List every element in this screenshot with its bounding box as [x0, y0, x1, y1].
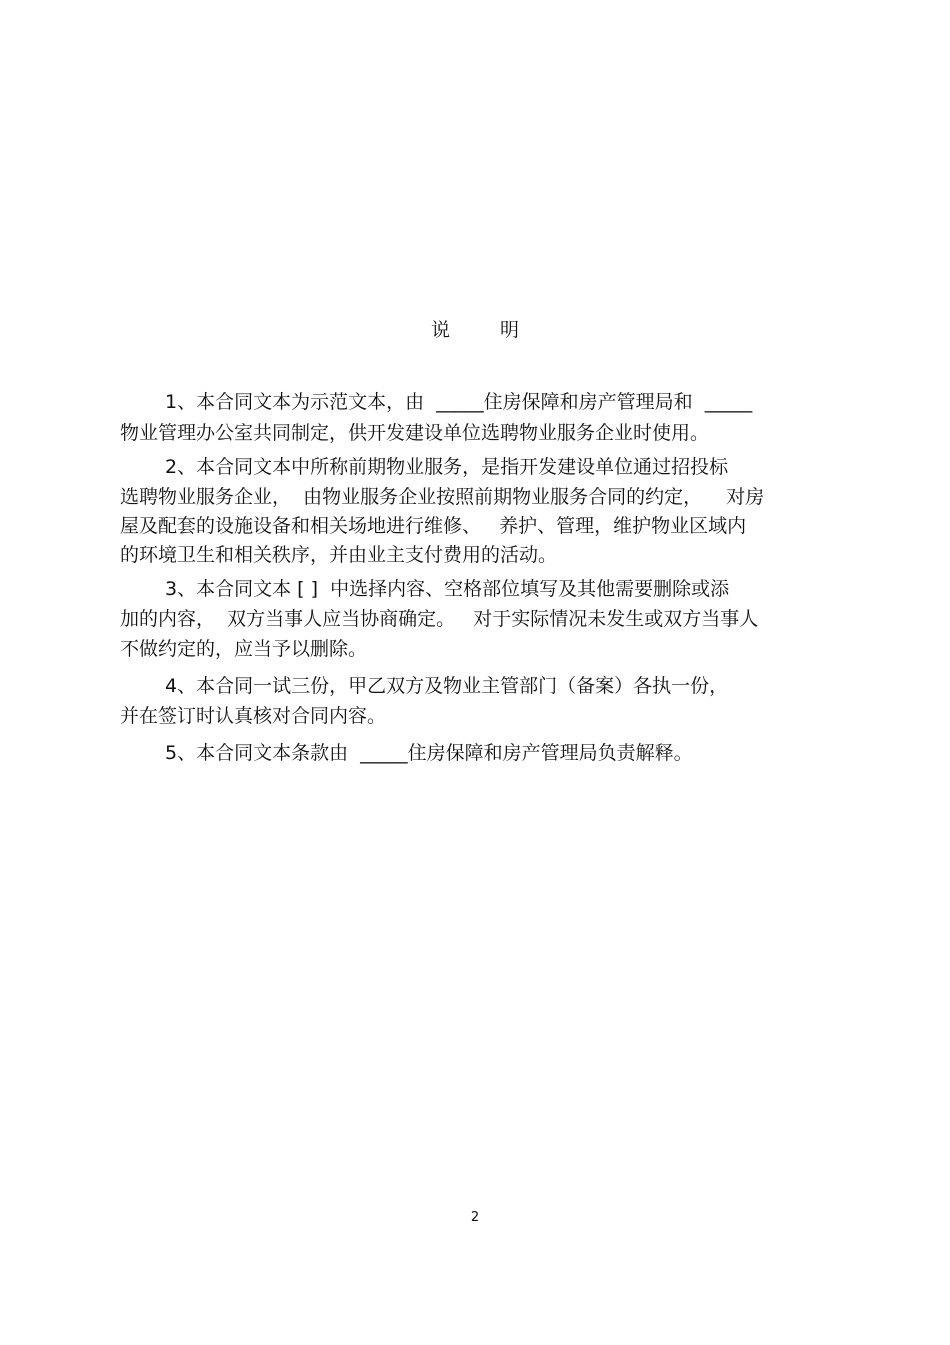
paragraph-4-line-1: 4、本合同一试三份，甲乙双方及物业主管部门（备案）各执一份， — [165, 675, 729, 697]
paragraph-2-line-4: 的环境卫生和相关秩序，并由业主支付费用的活动。 — [120, 544, 558, 566]
paragraph-4-line-2: 并在签订时认真核对合同内容。 — [120, 705, 387, 727]
paragraph-5-line-1: 5、本合同文本条款由 _____住房保障和房产管理局负责解释。 — [165, 742, 693, 764]
paragraph-2-line-2: 选聘物业服务企业， 由物业服务企业按照前期物业服务合同的约定， 对房 — [120, 486, 765, 508]
paragraph-2-line-1: 2、本合同文本中所称前期物业服务，是指开发建设单位通过招投标 — [165, 456, 729, 478]
paragraph-1-line-1: 1、本合同文本为示范文本，由 _____住房保障和房产管理局和 _____ — [165, 391, 753, 413]
paragraph-1-line-2: 物业管理办公室共同制定，供开发建设单位选聘物业服务企业时使用。 — [120, 422, 710, 444]
page-number: 2 — [470, 1210, 480, 1225]
paragraph-3-line-1: 3、本合同文本 [ ] 中选择内容、空格部位填写及其他需要删除或添 — [165, 578, 730, 600]
document-title: 说 明 — [430, 319, 542, 341]
paragraph-3-line-3: 不做约定的，应当予以删除。 — [120, 638, 368, 660]
paragraph-2-line-3: 屋及配套的设施设备和相关场地进行维修、 养护、管理，维护物业区域内 — [120, 515, 747, 537]
paragraph-3-line-2: 加的内容， 双方当事人应当协商确定。 对于实际情况未发生或双方当事人 — [120, 608, 759, 630]
